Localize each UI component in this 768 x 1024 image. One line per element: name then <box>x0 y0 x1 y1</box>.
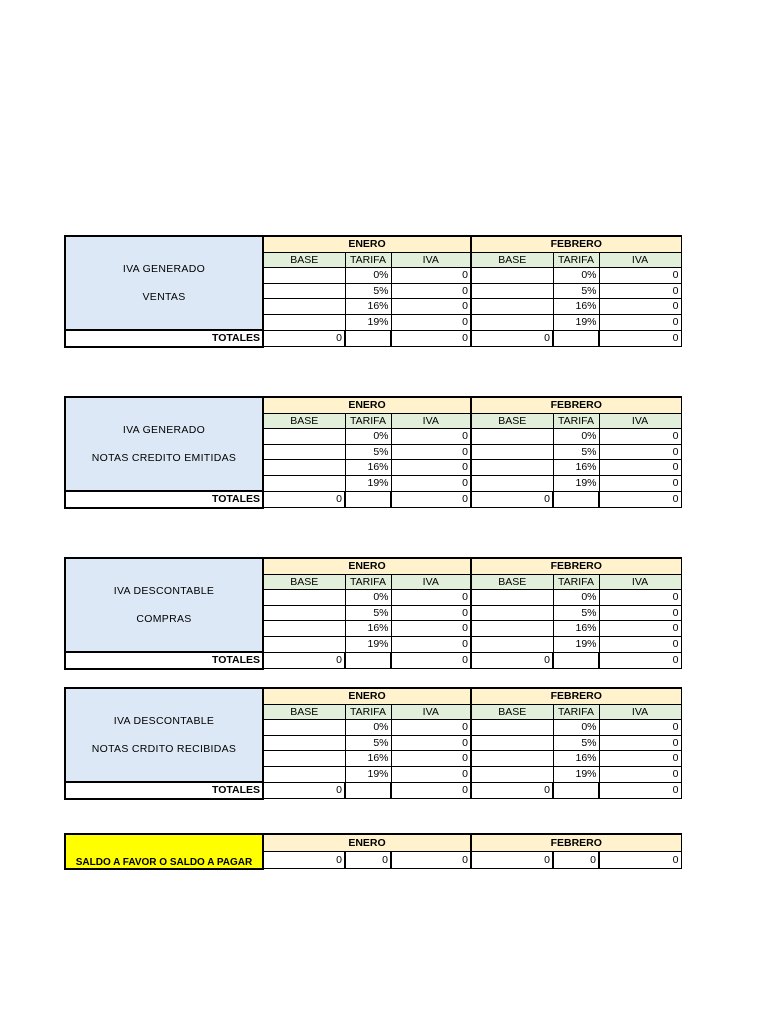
tarifa-cell[interactable]: 19% <box>553 636 599 652</box>
iva-cell[interactable]: 0 <box>391 590 471 606</box>
tarifa-cell[interactable]: 19% <box>553 766 599 782</box>
iva-cell[interactable]: 0 <box>391 283 471 299</box>
col-header-tarifa: TARIFA <box>553 704 599 720</box>
totales-label: TOTALES <box>65 652 263 669</box>
totals-row <box>65 782 681 799</box>
total-base-febrero[interactable]: 0 <box>471 782 553 799</box>
section-label-line2: VENTAS <box>142 290 186 303</box>
iva-cell[interactable]: 0 <box>599 735 681 751</box>
total-iva-febrero[interactable]: 0 <box>599 652 681 669</box>
total-base-febrero[interactable]: 0 <box>471 652 553 669</box>
total-iva-enero[interactable]: 0 <box>391 782 471 799</box>
col-header-tarifa: TARIFA <box>345 252 391 268</box>
month-header-febrero: FEBRERO <box>471 558 681 574</box>
iva-cell[interactable]: 0 <box>599 720 681 736</box>
iva-cell[interactable]: 0 <box>391 735 471 751</box>
iva-cell[interactable]: 0 <box>599 268 681 284</box>
month-header-enero: ENERO <box>263 236 471 252</box>
section-label <box>65 236 263 330</box>
col-header-iva: IVA <box>391 574 471 590</box>
iva-cell[interactable]: 0 <box>599 429 681 445</box>
iva-cell[interactable]: 0 <box>391 621 471 637</box>
base-cell[interactable] <box>263 429 345 445</box>
tarifa-cell[interactable]: 16% <box>553 751 599 767</box>
tarifa-cell[interactable]: 16% <box>345 299 391 315</box>
section-label <box>65 688 263 782</box>
iva-cell[interactable]: 0 <box>599 766 681 782</box>
base-cell[interactable] <box>471 314 553 330</box>
base-cell[interactable] <box>471 720 553 736</box>
iva-cell[interactable]: 0 <box>599 590 681 606</box>
base-cell[interactable] <box>471 621 553 637</box>
total-iva-enero[interactable]: 0 <box>391 652 471 669</box>
base-cell[interactable] <box>471 751 553 767</box>
col-header-base: BASE <box>471 252 553 268</box>
saldo-cell[interactable]: 0 <box>391 852 471 869</box>
col-header-iva: IVA <box>391 704 471 720</box>
tarifa-cell[interactable]: 16% <box>345 460 391 476</box>
tarifa-cell[interactable]: 5% <box>345 735 391 751</box>
base-cell[interactable] <box>471 268 553 284</box>
tarifa-cell[interactable]: 0% <box>345 268 391 284</box>
base-cell[interactable] <box>263 735 345 751</box>
total-base-enero[interactable]: 0 <box>263 652 345 669</box>
col-header-tarifa: TARIFA <box>553 252 599 268</box>
month-header-enero: ENERO <box>263 834 471 852</box>
month-header-febrero: FEBRERO <box>471 688 681 704</box>
total-tarifa-enero[interactable] <box>345 782 391 799</box>
tarifa-cell[interactable]: 0% <box>553 590 599 606</box>
iva-cell[interactable]: 0 <box>599 636 681 652</box>
saldo-cell[interactable]: 0 <box>263 852 345 869</box>
base-cell[interactable] <box>471 766 553 782</box>
iva-cell[interactable]: 0 <box>391 444 471 460</box>
table-iva-generado-ventas <box>64 235 682 348</box>
base-cell[interactable] <box>471 299 553 315</box>
table-iva-descontable-compras <box>64 557 682 670</box>
table-saldo <box>64 833 682 870</box>
total-tarifa-enero[interactable] <box>345 491 391 508</box>
section-label-line2: NOTAS CRDITO RECIBIDAS <box>91 742 237 755</box>
base-cell[interactable] <box>263 268 345 284</box>
saldo-cell[interactable]: 0 <box>345 852 391 869</box>
col-header-tarifa: TARIFA <box>553 574 599 590</box>
tarifa-cell[interactable]: 16% <box>345 621 391 637</box>
iva-cell[interactable]: 0 <box>599 475 681 491</box>
tarifa-cell[interactable]: 5% <box>553 605 599 621</box>
base-cell[interactable] <box>471 735 553 751</box>
iva-cell[interactable]: 0 <box>391 766 471 782</box>
section-label-line1: IVA DESCONTABLE <box>113 715 215 728</box>
base-cell[interactable] <box>263 766 345 782</box>
iva-cell[interactable]: 0 <box>599 444 681 460</box>
tarifa-cell[interactable]: 16% <box>553 299 599 315</box>
col-header-base: BASE <box>471 704 553 720</box>
base-cell[interactable] <box>263 605 345 621</box>
base-cell[interactable] <box>263 720 345 736</box>
total-tarifa-enero[interactable] <box>345 330 391 347</box>
total-base-enero[interactable]: 0 <box>263 330 345 347</box>
total-base-enero[interactable]: 0 <box>263 491 345 508</box>
total-tarifa-febrero[interactable] <box>553 330 599 347</box>
month-header-febrero: FEBRERO <box>471 834 681 852</box>
total-iva-enero[interactable]: 0 <box>391 330 471 347</box>
col-header-iva: IVA <box>599 574 681 590</box>
iva-cell[interactable]: 0 <box>391 636 471 652</box>
month-header-enero: ENERO <box>263 558 471 574</box>
tarifa-cell[interactable]: 19% <box>553 475 599 491</box>
iva-cell[interactable]: 0 <box>391 605 471 621</box>
iva-cell[interactable]: 0 <box>599 605 681 621</box>
tarifa-cell[interactable]: 0% <box>345 429 391 445</box>
tarifa-cell[interactable]: 5% <box>345 605 391 621</box>
tarifa-cell[interactable]: 0% <box>345 590 391 606</box>
iva-cell[interactable]: 0 <box>391 268 471 284</box>
col-header-iva: IVA <box>391 413 471 429</box>
iva-cell[interactable]: 0 <box>391 429 471 445</box>
total-tarifa-enero[interactable] <box>345 652 391 669</box>
section-label <box>65 397 263 491</box>
base-cell[interactable] <box>263 444 345 460</box>
iva-cell[interactable]: 0 <box>599 751 681 767</box>
totales-label: TOTALES <box>65 330 263 347</box>
tarifa-cell[interactable]: 0% <box>345 720 391 736</box>
section-label-line1: IVA GENERADO <box>122 263 206 276</box>
total-iva-febrero[interactable]: 0 <box>599 782 681 799</box>
tarifa-cell[interactable]: 16% <box>553 460 599 476</box>
tarifa-cell[interactable]: 19% <box>553 314 599 330</box>
tarifa-cell[interactable]: 0% <box>553 429 599 445</box>
tarifa-cell[interactable]: 5% <box>553 735 599 751</box>
total-tarifa-febrero[interactable] <box>553 491 599 508</box>
total-iva-febrero[interactable]: 0 <box>599 330 681 347</box>
col-header-tarifa: TARIFA <box>553 413 599 429</box>
total-base-enero[interactable]: 0 <box>263 782 345 799</box>
iva-cell[interactable]: 0 <box>599 621 681 637</box>
total-iva-enero[interactable]: 0 <box>391 491 471 508</box>
col-header-base: BASE <box>263 704 345 720</box>
section-label-line2: NOTAS CREDITO EMITIDAS <box>91 451 237 464</box>
tarifa-cell[interactable]: 0% <box>553 268 599 284</box>
tarifa-cell[interactable]: 5% <box>553 283 599 299</box>
total-base-febrero[interactable]: 0 <box>471 491 553 508</box>
base-cell[interactable] <box>263 621 345 637</box>
col-header-base: BASE <box>263 252 345 268</box>
total-tarifa-febrero[interactable] <box>553 652 599 669</box>
saldo-cell[interactable]: 0 <box>553 852 599 869</box>
iva-cell[interactable]: 0 <box>599 299 681 315</box>
tarifa-cell[interactable]: 5% <box>553 444 599 460</box>
tarifa-cell[interactable]: 19% <box>345 314 391 330</box>
table-iva-generado-notas-credito <box>64 396 682 509</box>
section-label <box>65 558 263 652</box>
section-label-line1: IVA DESCONTABLE <box>113 585 215 598</box>
totales-label: TOTALES <box>65 782 263 799</box>
iva-cell[interactable]: 0 <box>391 475 471 491</box>
month-header-febrero: FEBRERO <box>471 397 681 413</box>
saldo-label: SALDO A FAVOR O SALDO A PAGAR <box>65 834 263 869</box>
month-header-enero: ENERO <box>263 397 471 413</box>
col-header-base: BASE <box>263 574 345 590</box>
iva-cell[interactable]: 0 <box>391 751 471 767</box>
totals-row <box>65 330 681 347</box>
iva-cell[interactable]: 0 <box>391 460 471 476</box>
tarifa-cell[interactable]: 19% <box>345 766 391 782</box>
col-header-base: BASE <box>263 413 345 429</box>
tarifa-cell[interactable]: 16% <box>553 621 599 637</box>
totals-row <box>65 491 681 508</box>
iva-cell[interactable]: 0 <box>599 314 681 330</box>
base-cell[interactable] <box>263 590 345 606</box>
base-cell[interactable] <box>471 283 553 299</box>
tarifa-cell[interactable]: 0% <box>553 720 599 736</box>
col-header-iva: IVA <box>599 252 681 268</box>
col-header-tarifa: TARIFA <box>345 574 391 590</box>
iva-cell[interactable]: 0 <box>599 460 681 476</box>
tarifa-cell[interactable]: 5% <box>345 283 391 299</box>
base-cell[interactable] <box>471 475 553 491</box>
base-cell[interactable] <box>263 314 345 330</box>
base-cell[interactable] <box>263 636 345 652</box>
base-cell[interactable] <box>471 605 553 621</box>
base-cell[interactable] <box>263 299 345 315</box>
tarifa-cell[interactable]: 19% <box>345 475 391 491</box>
base-cell[interactable] <box>471 460 553 476</box>
base-cell[interactable] <box>263 460 345 476</box>
total-base-febrero[interactable]: 0 <box>471 330 553 347</box>
col-header-tarifa: TARIFA <box>345 704 391 720</box>
iva-cell[interactable]: 0 <box>391 299 471 315</box>
tarifa-cell[interactable]: 5% <box>345 444 391 460</box>
tarifa-cell[interactable]: 16% <box>345 751 391 767</box>
base-cell[interactable] <box>263 751 345 767</box>
table-iva-descontable-notas-credito <box>64 687 682 800</box>
base-cell[interactable] <box>263 475 345 491</box>
base-cell[interactable] <box>263 283 345 299</box>
col-header-iva: IVA <box>599 413 681 429</box>
base-cell[interactable] <box>471 444 553 460</box>
saldo-cell[interactable]: 0 <box>599 852 681 869</box>
month-header-febrero: FEBRERO <box>471 236 681 252</box>
col-header-base: BASE <box>471 413 553 429</box>
section-label-line1: IVA GENERADO <box>122 424 206 437</box>
totales-label: TOTALES <box>65 491 263 508</box>
col-header-tarifa: TARIFA <box>345 413 391 429</box>
base-cell[interactable] <box>471 429 553 445</box>
tarifa-cell[interactable]: 19% <box>345 636 391 652</box>
iva-cell[interactable]: 0 <box>391 314 471 330</box>
base-cell[interactable] <box>471 636 553 652</box>
base-cell[interactable] <box>471 590 553 606</box>
saldo-cell[interactable]: 0 <box>471 852 553 869</box>
iva-cell[interactable]: 0 <box>391 720 471 736</box>
iva-cell[interactable]: 0 <box>599 283 681 299</box>
total-iva-febrero[interactable]: 0 <box>599 491 681 508</box>
total-tarifa-febrero[interactable] <box>553 782 599 799</box>
col-header-iva: IVA <box>599 704 681 720</box>
col-header-base: BASE <box>471 574 553 590</box>
totals-row <box>65 652 681 669</box>
col-header-iva: IVA <box>391 252 471 268</box>
month-header-enero: ENERO <box>263 688 471 704</box>
section-label-line2: COMPRAS <box>136 612 192 625</box>
